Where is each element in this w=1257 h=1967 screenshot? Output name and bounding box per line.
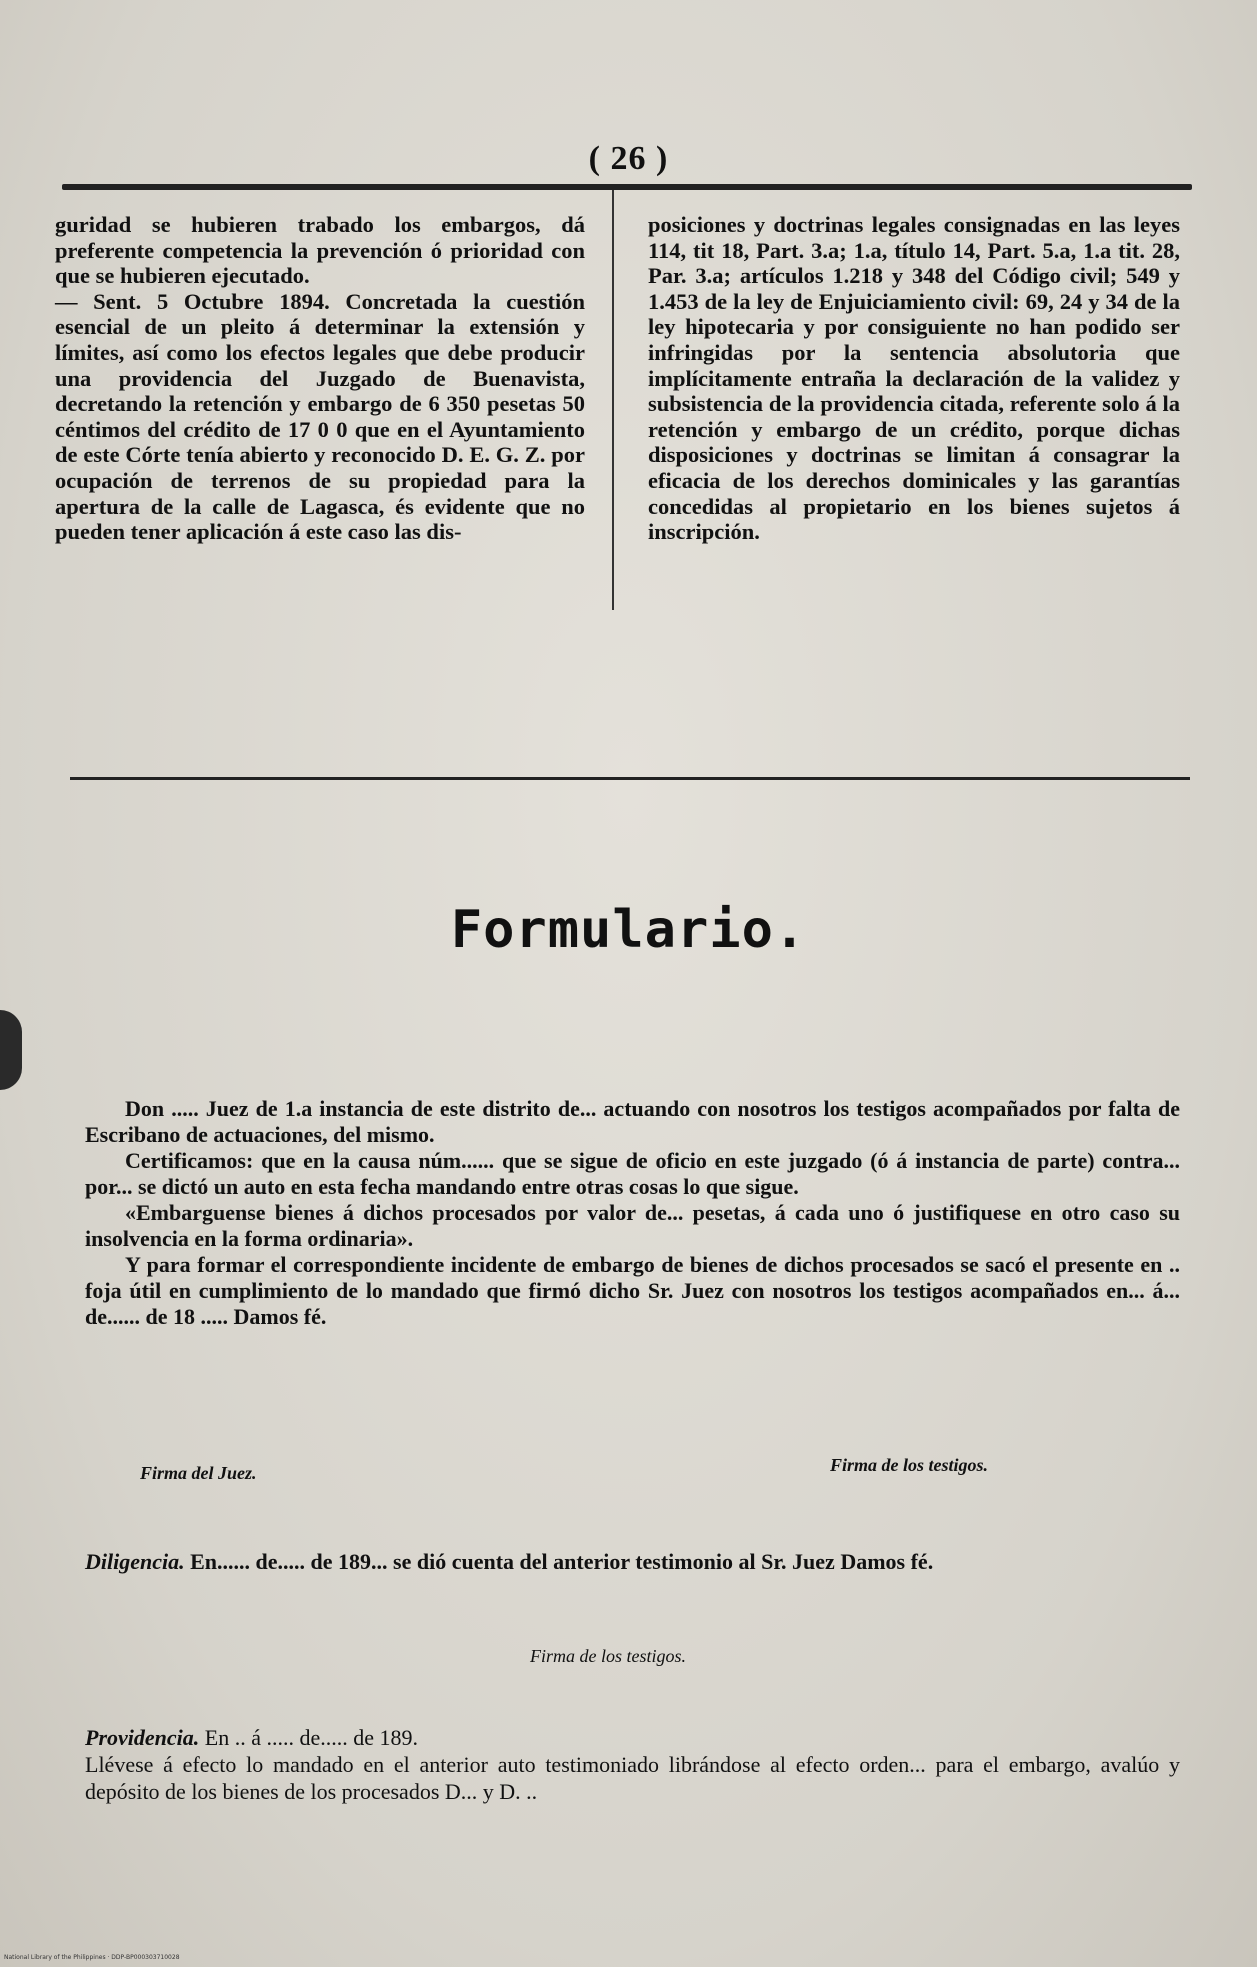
- providencia-lead: Providencia.: [85, 1725, 200, 1750]
- signature-judge: Firma del Juez.: [140, 1463, 257, 1483]
- diligencia-lead: Diligencia.: [85, 1549, 185, 1574]
- providencia-line-2: Llévese á efecto lo mandado en el anterior auto testimoniado librándose al efecto orden... para el embargo, avalúo y depósito de los bienes de los procesados D... y D. ..: [85, 1752, 1180, 1804]
- page-number: ( 26 ): [588, 140, 669, 177]
- form-paragraph-2: Certificamos: que en la causa núm...... que se sigue de oficio en este juzgado (ó á instancia de parte) contra... por... se dictó un auto en esta fecha mandando entre otras cosas lo que sigue.: [85, 1148, 1180, 1199]
- form-paragraph-1: Don ..... Juez de 1.a instancia de este distrito de... actuando con nosotros los testigos acompañados por falta de Escribano de actuaciones, del mismo.: [85, 1096, 1180, 1147]
- section-rule: [70, 777, 1190, 780]
- footer-credit: National Library of the Philippines · DDP-BP000303710028: [4, 1954, 180, 1961]
- top-rule: [62, 184, 1192, 190]
- signature-witnesses: Firma de los testigos.: [830, 1455, 989, 1475]
- form-title: Formulario.: [450, 900, 807, 960]
- form-paragraph-4: Y para formar el correspondiente incidente de embargo de bienes de dichos procesados se sacó el presente en .. foja útil en cumplimiento de lo mandado que firmó dicho Sr. Juez con nosotros los testigos acompañados en... á... de...... de 18 ..... Damos fé.: [85, 1252, 1180, 1329]
- diligencia: [85, 1548, 1180, 1575]
- left-paragraph-1: guridad se hubieren trabado los embargos, dá preferente competencia la prevención ó prioridad con que se hubieren ejecutado.: [55, 212, 585, 289]
- diligencia-text: En...... de..... de 189... se dió cuenta del anterior testimonio al Sr. Juez Damos fé.: [184, 1549, 934, 1574]
- providencia-line-1: En .. á ..... de..... de 189.: [199, 1725, 418, 1750]
- scan-binding-shadow: [0, 1010, 22, 1090]
- form-paragraph-3: «Embarguense bienes á dichos procesados por valor de... pesetas, á cada uno ó justifiquese en otro caso su insolvencia en la forma ordinaria».: [85, 1200, 1180, 1251]
- column-divider: [612, 190, 614, 610]
- form-body: [85, 1096, 1180, 1330]
- left-column: [55, 212, 585, 545]
- signature-witnesses-2: Firma de los testigos.: [530, 1646, 686, 1666]
- right-paragraph-1: posiciones y doctrinas legales consignadas en las leyes 114, tit 18, Part. 3.a; 1.a, título 14, Part. 5.a, 1.a tit. 28, Par. 3.a; artículos 1.218 y 348 del Código civil; 549 y 1.453 de la ley de Enjuiciamiento civil: 69, 24 y 34 de la ley hipotecaria y por consiguiente no han podido ser infringidas por la sentencia absolutoria que implícitamente entraña la declaración de la validez y subsistencia de la providencia citada, referente solo á la retención y embargo de un crédito, porque dichas disposiciones y doctrinas se limitan á consagrar la eficacia de los derechos dominicales y las garantías concedidas al propietario en los bienes sujetos á inscripción.: [648, 212, 1180, 545]
- right-column: [648, 212, 1180, 545]
- providencia: [85, 1724, 1180, 1805]
- left-paragraph-2: — Sent. 5 Octubre 1894. Concretada la cuestión esencial de un pleito á determinar la extensión y límites, así como los efectos legales que debe producir una providencia del Juzgado de Buenavista, decretando la retención y embargo de 6 350 pesetas 50 céntimos del crédito de 17 0 0 que en el Ayuntamiento de este Córte tenía abierto y reconocido D. E. G. Z. por ocupación de terrenos de su propiedad para la apertura de la calle de Lagasca, és evidente que no pueden tener aplicación á este caso las dis-: [55, 288, 585, 545]
